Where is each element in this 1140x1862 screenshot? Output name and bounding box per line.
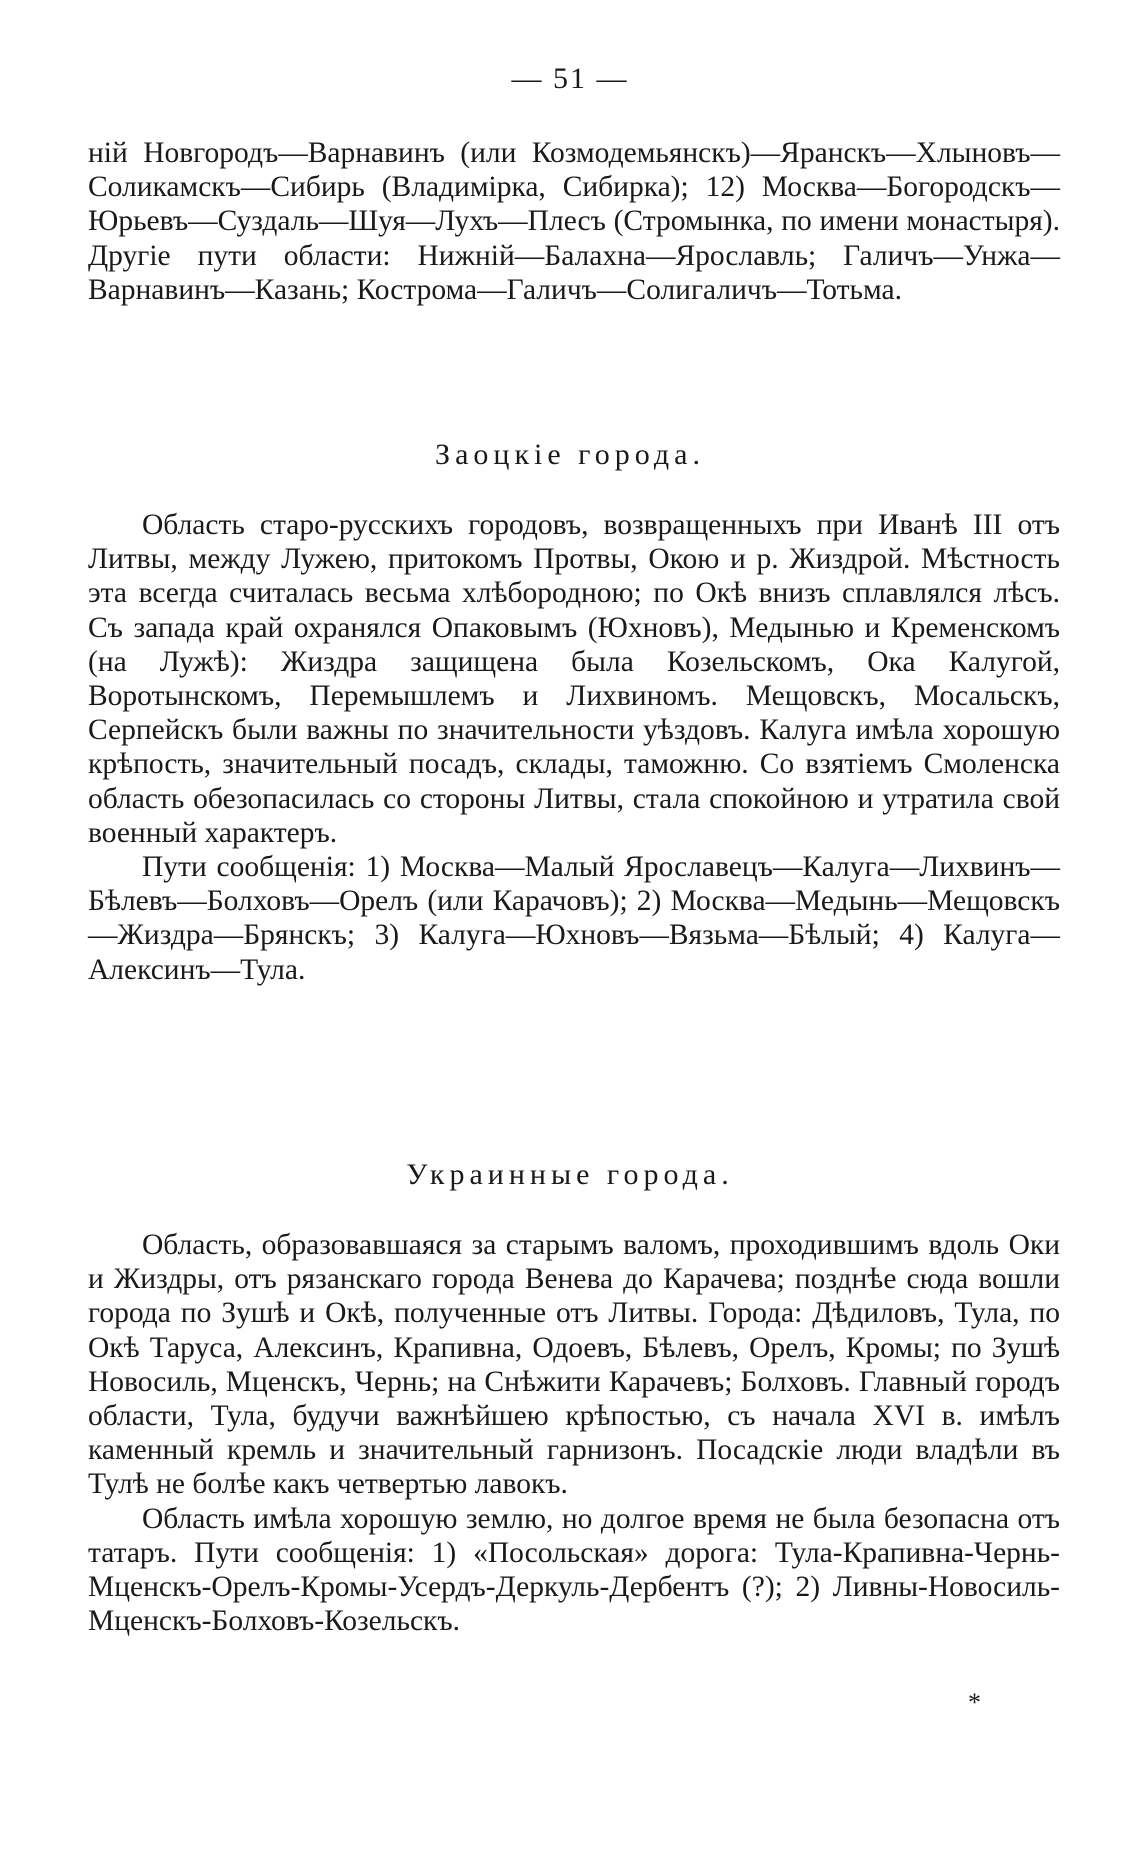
- paragraph: Пути сообщенія: 1) Москва—Малый Ярославецъ—Калуга—Лихвинъ—Бѣлевъ—Болховъ—Орелъ (или Карачовъ); 2) Москва—Медынь—Мещовскъ—Жиздра—Брянскъ; 3) Калуга—Юхновъ—Вязьма—Бѣлый; 4) Калуга—Алексинъ—Тула.: [88, 851, 1060, 986]
- footer-star-mark: *: [968, 1688, 981, 1717]
- section-ukraina-text: [88, 1228, 1060, 1638]
- intro-paragraph: ній Новгородъ—Варнавинъ (или Козмодемьянскъ)—Яранскъ—Хлыновъ—Соликамскъ—Сибирь (Владимірка, Сибирка); 12) Москва—Богородскъ—Юрьевъ—Суздаль—Шуя—Лухъ—Плесъ (Стромынка, по имени монастыря). Другіе пути области: Нижній—Балахна—Ярославль; Галичъ—Унжа—Варнавинъ—Казань; Кострома—Галичъ—Солигаличъ—Тотьма.: [88, 137, 1060, 306]
- page-number: — 51 —: [511, 62, 629, 95]
- section-zaoka-text: [88, 508, 1060, 987]
- section-heading-ukraina: Украинные города.: [406, 1158, 734, 1191]
- section-heading-zaoka: Заоцкіе города.: [435, 438, 705, 471]
- paragraph: Область старо-русскихъ городовъ, возвращенныхъ при Иванѣ III отъ Литвы, между Лужею, притокомъ Протвы, Окою и р. Жиздрой. Мѣстность эта всегда считалась весьма хлѣбородною; по Окѣ внизъ сплавлялся лѣсъ. Съ запада край охранялся Опаковымъ (Юхновъ), Медынью и Кременскомъ (на Лужѣ): Жиздра защищена была Козельскомъ, Ока Калугой, Воротынскомъ, Перемышлемъ и Лихвиномъ. Мещовскъ, Мосальскъ, Серпейскъ были важны по значительности уѣздовъ. Калуга имѣла хорошую крѣпость, значительный посадъ, склады, таможню. Со взятіемъ Смоленска область обезопасилась со стороны Литвы, стала спокойною и утратила свой военный характеръ.: [88, 509, 1060, 849]
- intro-text: [88, 136, 1060, 307]
- paragraph: Область имѣла хорошую землю, но долгое время не была безопасна отъ татаръ. Пути сообщенія: 1) «Посольская» дорога: Тула-Крапивна-Чернь-Мценскъ-Орелъ-Кромы-Усердъ-Деркуль-Дербентъ (?); 2) Ливны-Новосиль-Мценскъ-Болховъ-Козельскъ.: [88, 1502, 1060, 1638]
- paragraph: Область, образовавшаяся за старымъ валомъ, проходившимъ вдоль Оки и Жиздры, отъ рязанскаго города Венева до Карачева; позднѣе сюда вошли города по Зушѣ и Окѣ, полученные отъ Литвы. Города: Дѣдиловъ, Тула, по Окѣ Таруса, Алексинъ, Крапивна, Одоевъ, Бѣлевъ, Орелъ, Кромы; по Зушѣ Новосиль, Мценскъ, Чернь; на Снѣжити Карачевъ; Болховъ. Главный городъ области, Тула, будучи важнѣйшею крѣпостью, съ начала XVI в. имѣлъ каменный кремль и значительный гарнизонъ. Посадскіе люди владѣли въ Тулѣ не болѣе какъ четвертью лавокъ.: [88, 1229, 1060, 1501]
